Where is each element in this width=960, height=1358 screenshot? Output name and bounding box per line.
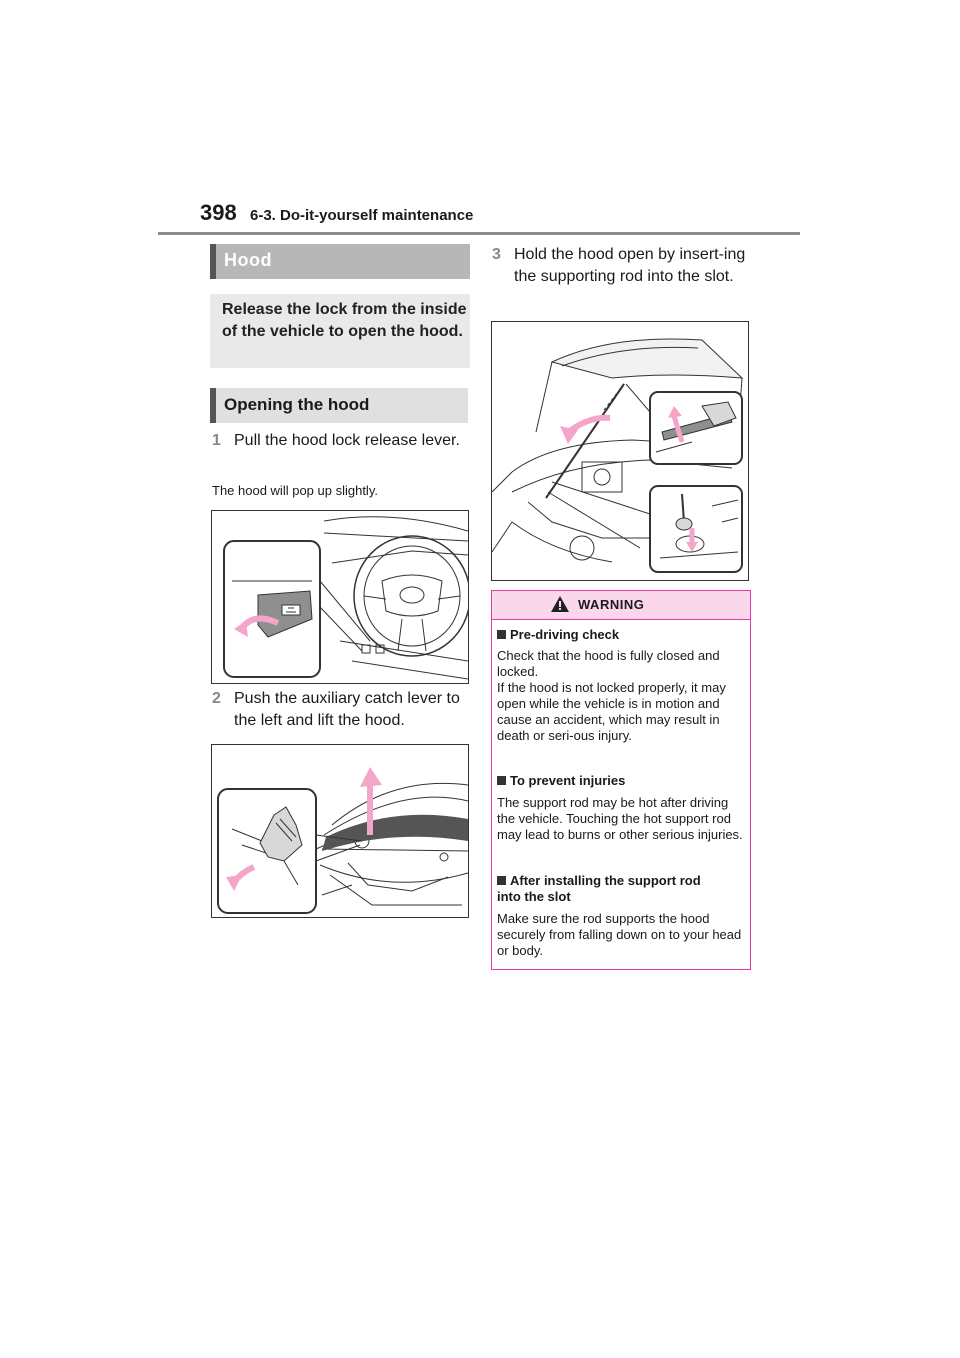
step-1 bbox=[212, 430, 470, 476]
auxiliary-catch-lever-illustration bbox=[211, 744, 469, 918]
section-title: 6-3. Do-it-yourself maintenance bbox=[250, 207, 474, 224]
heading-accent-bar bbox=[210, 244, 216, 279]
warning-item-body: Check that the hood is fully closed and locked. If the hood is not locked properly, it may open while the vehicle is in motion and cause an accident, which may result in death or seri-ous injury. bbox=[497, 648, 726, 743]
warning-item-title: After installing the support rod into the slot bbox=[497, 873, 701, 904]
header-rule bbox=[158, 232, 800, 235]
warning-label: WARNING bbox=[578, 597, 645, 612]
intro-text: Release the lock from the inside of the vehicle to open the hood. bbox=[222, 301, 467, 340]
step-number: 1 bbox=[212, 432, 221, 449]
step-text: Hold the hood open by insert-ing the supporting rod into the slot. bbox=[514, 246, 746, 285]
warning-triangle-icon bbox=[550, 595, 570, 613]
warning-item-body: Make sure the rod supports the hood securely from falling down on to your head or body. bbox=[497, 911, 742, 958]
warning-item-title: To prevent injuries bbox=[497, 773, 625, 789]
hood-heading-text: Hood bbox=[224, 250, 272, 270]
step-2 bbox=[212, 688, 470, 734]
hood-release-lever-illustration bbox=[211, 510, 469, 684]
hood-heading bbox=[210, 244, 470, 279]
step-number: 2 bbox=[212, 690, 221, 707]
heading-accent-bar bbox=[210, 388, 216, 423]
page-number: 398 bbox=[200, 200, 237, 225]
step-text: Pull the hood lock release lever. bbox=[234, 432, 460, 449]
support-rod-illustration bbox=[491, 321, 749, 581]
warning-box bbox=[491, 590, 751, 970]
warning-item-title: Pre-driving check bbox=[497, 627, 619, 643]
opening-hood-heading bbox=[210, 388, 468, 423]
warning-item-body: The support rod may be hot after driving the vehicle. Touching the hot support rod may lead to burns or other serious injuries. bbox=[497, 795, 743, 842]
step-1-note: The hood will pop up slightly. bbox=[212, 483, 378, 498]
intro-box bbox=[210, 294, 470, 368]
warning-header bbox=[492, 591, 750, 620]
step-3 bbox=[492, 244, 752, 314]
opening-hood-heading-text: Opening the hood bbox=[224, 395, 370, 414]
step-number: 3 bbox=[492, 246, 501, 263]
step-text: Push the auxiliary catch lever to the left and lift the hood. bbox=[234, 690, 460, 729]
